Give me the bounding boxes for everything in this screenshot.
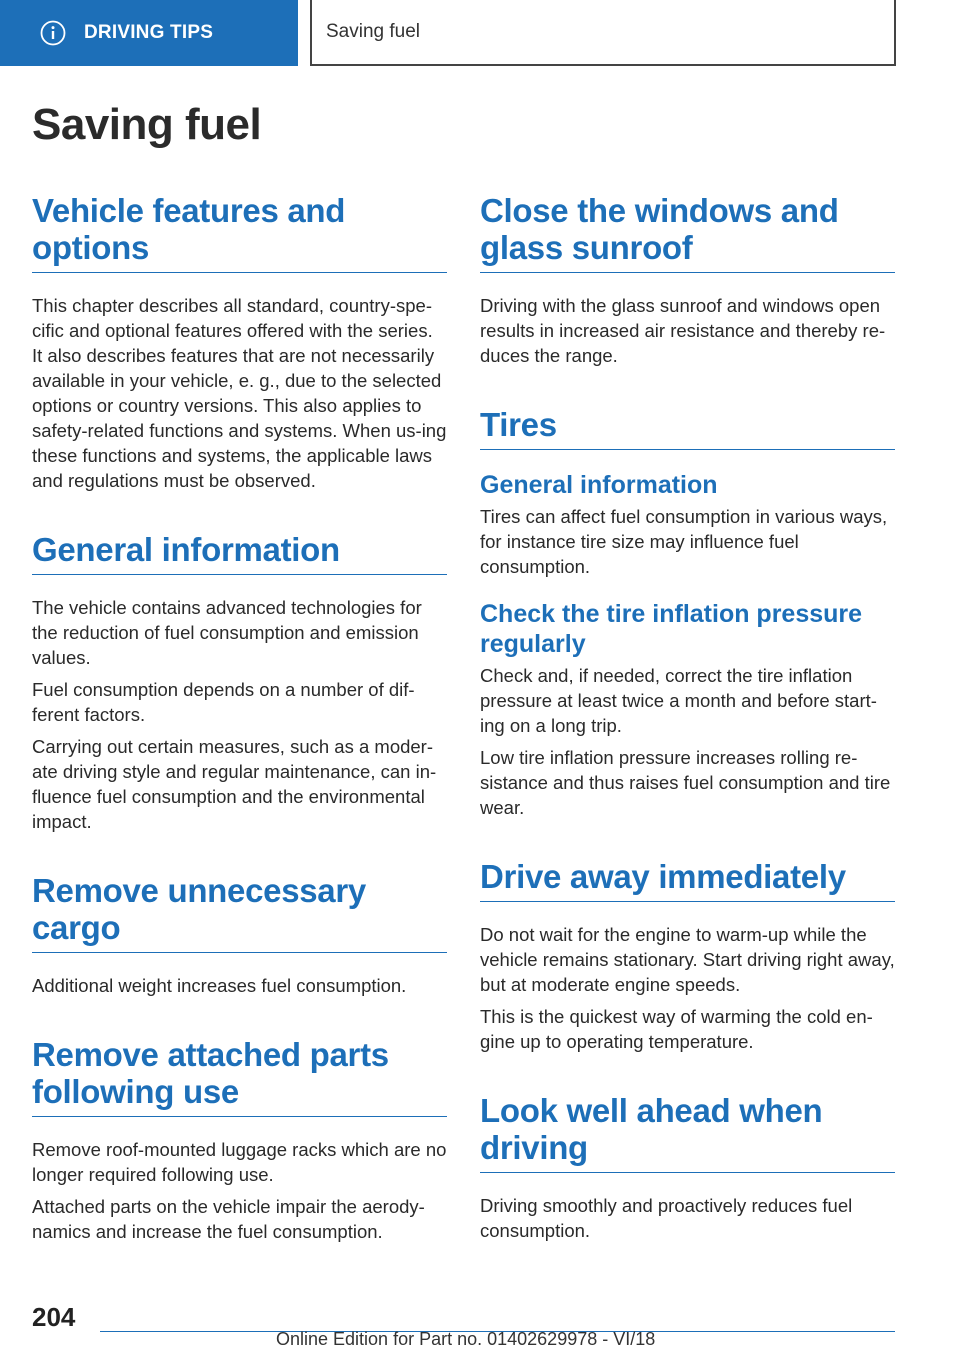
paragraph: Driving smoothly and proactively reduces fuel consumption.: [480, 1195, 853, 1241]
paragraph: Carrying out certain measures, such as a moder‐ate driving style and regular maintenance, can in‐fluence fuel consumption and the environmental impact.: [32, 736, 437, 832]
page-number: 204: [32, 1302, 76, 1332]
paragraph: The vehicle contains advanced technologies for the reduction of fuel consumption and emission values.: [32, 597, 422, 668]
paragraph: Attached parts on the vehicle impair the aerody‐namics and increase the fuel consumption.: [32, 1196, 425, 1242]
paragraph: Tires can affect fuel consumption in various ways, for instance tire size may influence fuel consumption.: [480, 506, 888, 577]
section-heading-drive-away: Drive away immediately: [480, 858, 895, 902]
section-label: DRIVING TIPS: [84, 22, 214, 43]
chapter-title: Saving fuel: [326, 21, 421, 42]
left-column: [32, 192, 447, 1244]
paragraph: Additional weight increases fuel consumption.: [32, 975, 407, 996]
paragraph: Fuel consumption depends on a number of dif‐ferent factors.: [32, 679, 415, 725]
right-column: [480, 192, 895, 1243]
section-heading-general-information: General information: [32, 531, 447, 575]
paragraph: Remove roof-mounted luggage racks which are no longer required following use.: [32, 1139, 447, 1185]
section-heading-remove-attached-parts: Remove attached parts following use: [32, 1036, 447, 1117]
subheading-check-tire-pressure: Check the tire inflation pressure regularly: [480, 600, 863, 658]
section-heading-close-windows: Close the windows and glass sunroof: [480, 192, 895, 273]
section-heading-look-ahead: Look well ahead when driving: [480, 1092, 895, 1173]
info-icon: [40, 20, 66, 46]
chapter-title-box: [310, 0, 896, 66]
section-heading-vehicle-features: Vehicle features and options: [32, 192, 447, 273]
footer-edition: Online Edition for Part no. 01402629978 - VI/18: [276, 1329, 656, 1349]
paragraph: Low tire inflation pressure increases rolling re‐sistance and thus raises fuel consumption and tire wear.: [480, 747, 891, 818]
page-title: Saving fuel: [32, 100, 262, 149]
paragraph: Driving with the glass sunroof and windows open results in increased air resistance and thereby re‐duces the range.: [480, 295, 886, 366]
paragraph: This chapter describes all standard, country-spe‐cific and optional features offered with the series. It also describes features that are not necessarily available in your vehicle, e. g., due to the selected options or country versions. This also applies to safety-related functions and systems. When us‐ing these functions and systems, the applicable laws and regulations must be observed.: [32, 295, 447, 491]
section-tab[interactable]: [0, 0, 298, 66]
paragraph: This is the quickest way of warming the cold en‐gine up to operating temperature.: [480, 1006, 873, 1052]
subheading-tires-general-information: General information: [480, 471, 718, 499]
paragraph: Check and, if needed, correct the tire inflation pressure at least twice a month and before start‐ing on a long trip.: [480, 665, 877, 736]
section-heading-tires: Tires: [480, 406, 895, 450]
section-heading-remove-cargo: Remove unnecessary cargo: [32, 872, 447, 953]
paragraph: Do not wait for the engine to warm-up while the vehicle remains stationary. Start driving right away, but at moderate engine speeds.: [480, 924, 895, 995]
